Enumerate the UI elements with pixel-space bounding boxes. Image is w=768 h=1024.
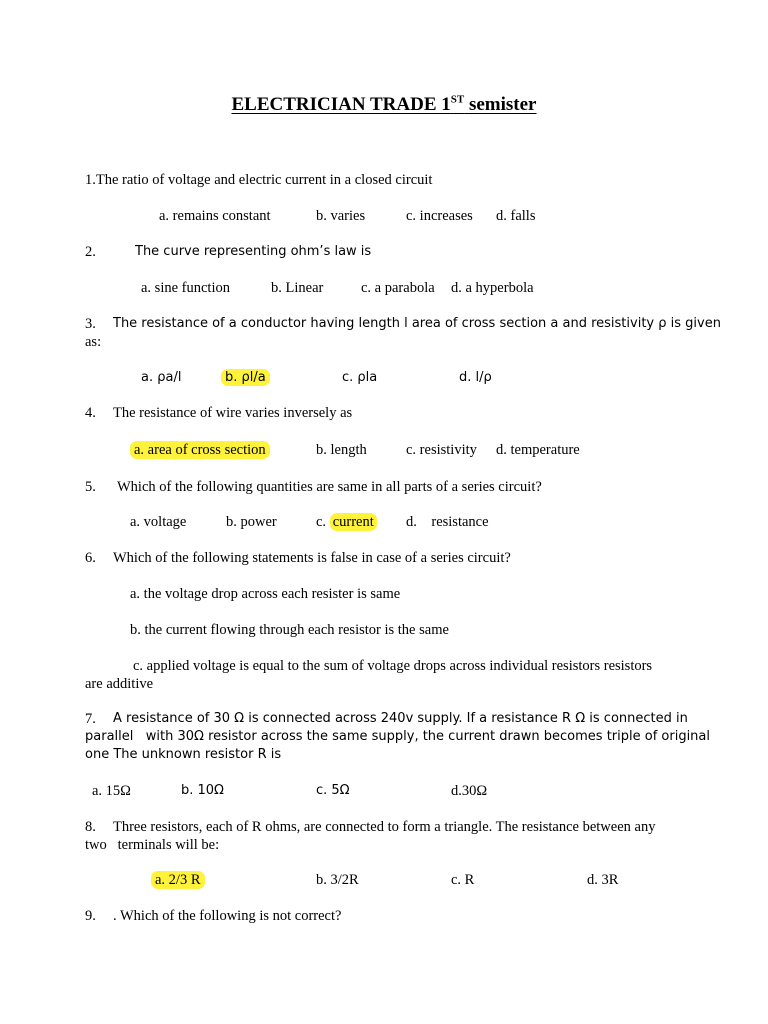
question-3-text-cont: as: bbox=[85, 334, 102, 350]
q3-option-a: a. ρa/l bbox=[141, 370, 182, 385]
q1-option-a: a. remains constant bbox=[159, 208, 271, 224]
question-5-number: 5. bbox=[85, 479, 96, 495]
question-9-text: . Which of the following is not correct? bbox=[113, 908, 342, 924]
q2-option-a: a. sine function bbox=[141, 280, 230, 296]
question-6-text: Which of the following statements is false in case of a series circuit? bbox=[113, 550, 511, 566]
question-9-number: 9. bbox=[85, 908, 96, 924]
q6-option-c: c. applied voltage is equal to the sum of voltage drops across individual resistors resistors bbox=[133, 658, 653, 674]
q8-option-d: d. 3R bbox=[587, 872, 619, 888]
question-4-number: 4. bbox=[85, 405, 96, 421]
q1-option-d: d. falls bbox=[496, 208, 536, 224]
question-8-number: 8. bbox=[85, 819, 96, 835]
question-8-line-2: two terminals will be: bbox=[85, 837, 220, 853]
q6-option-a: a. the voltage drop across each resister is same bbox=[130, 586, 401, 602]
question-7-line-1: A resistance of 30 Ω is connected across 240v supply. If a resistance R Ω is connected in bbox=[113, 711, 688, 726]
question-2-text: The curve representing ohm’s law is bbox=[135, 244, 372, 259]
q2-option-d: d. a hyperbola bbox=[451, 280, 534, 296]
question-6-number: 6. bbox=[85, 550, 96, 566]
q7-option-b: b. 10Ω bbox=[181, 783, 224, 798]
question-7-line-3: one The unknown resistor R is bbox=[85, 747, 282, 762]
question-1-text: 1.The ratio of voltage and electric current in a closed circuit bbox=[85, 172, 433, 188]
page-title: ELECTRICIAN TRADE 1ST semister bbox=[231, 93, 537, 115]
highlighted-answer: b. ρl/a bbox=[221, 369, 270, 386]
q4-option-a bbox=[130, 441, 270, 459]
q1-option-c: c. increases bbox=[406, 208, 473, 224]
q5-option-c: c. current bbox=[316, 513, 377, 531]
question-4-text: The resistance of wire varies inversely as bbox=[113, 405, 353, 421]
q6-option-b: b. the current flowing through each resistor is the same bbox=[130, 622, 449, 638]
q3-option-d: d. l/ρ bbox=[459, 370, 492, 385]
question-3-text: The resistance of a conductor having length l area of cross section a and resistivity ρ is given bbox=[113, 316, 721, 331]
q8-option-a bbox=[151, 871, 205, 889]
question-2-number: 2. bbox=[85, 244, 96, 260]
q5-option-a: a. voltage bbox=[130, 514, 187, 530]
q2-option-b: b. Linear bbox=[271, 280, 324, 296]
question-7-number: 7. bbox=[85, 711, 96, 727]
q4-option-c: c. resistivity bbox=[406, 442, 477, 458]
q3-option-c: c. ρla bbox=[342, 370, 378, 385]
q4-option-b: b. length bbox=[316, 442, 367, 458]
q7-option-d: d.30Ω bbox=[451, 783, 488, 799]
highlighted-answer: a. area of cross section bbox=[130, 441, 270, 459]
question-7-line-2: parallel with 30Ω resistor across the same supply, the current drawn becomes triple of original bbox=[85, 729, 710, 744]
highlighted-answer: current bbox=[330, 513, 377, 531]
q3-option-b bbox=[221, 369, 270, 387]
q2-option-c: c. a parabola bbox=[361, 280, 435, 296]
question-5-text: Which of the following quantities are same in all parts of a series circuit? bbox=[117, 479, 542, 495]
q8-option-b: b. 3/2R bbox=[316, 872, 359, 888]
question-8-line-1: Three resistors, each of R ohms, are connected to form a triangle. The resistance between any bbox=[113, 819, 656, 835]
q4-option-d: d. temperature bbox=[496, 442, 580, 458]
q7-option-a: a. 15Ω bbox=[92, 783, 131, 799]
question-3-number: 3. bbox=[85, 316, 96, 332]
q8-option-c: c. R bbox=[451, 872, 475, 888]
q6-option-c-cont: are additive bbox=[85, 676, 154, 692]
q5-option-d: d. resistance bbox=[406, 514, 489, 530]
q5-option-b: b. power bbox=[226, 514, 277, 530]
q7-option-c: c. 5Ω bbox=[316, 783, 350, 798]
highlighted-answer: a. 2/3 R bbox=[151, 871, 205, 889]
q1-option-b: b. varies bbox=[316, 208, 366, 224]
